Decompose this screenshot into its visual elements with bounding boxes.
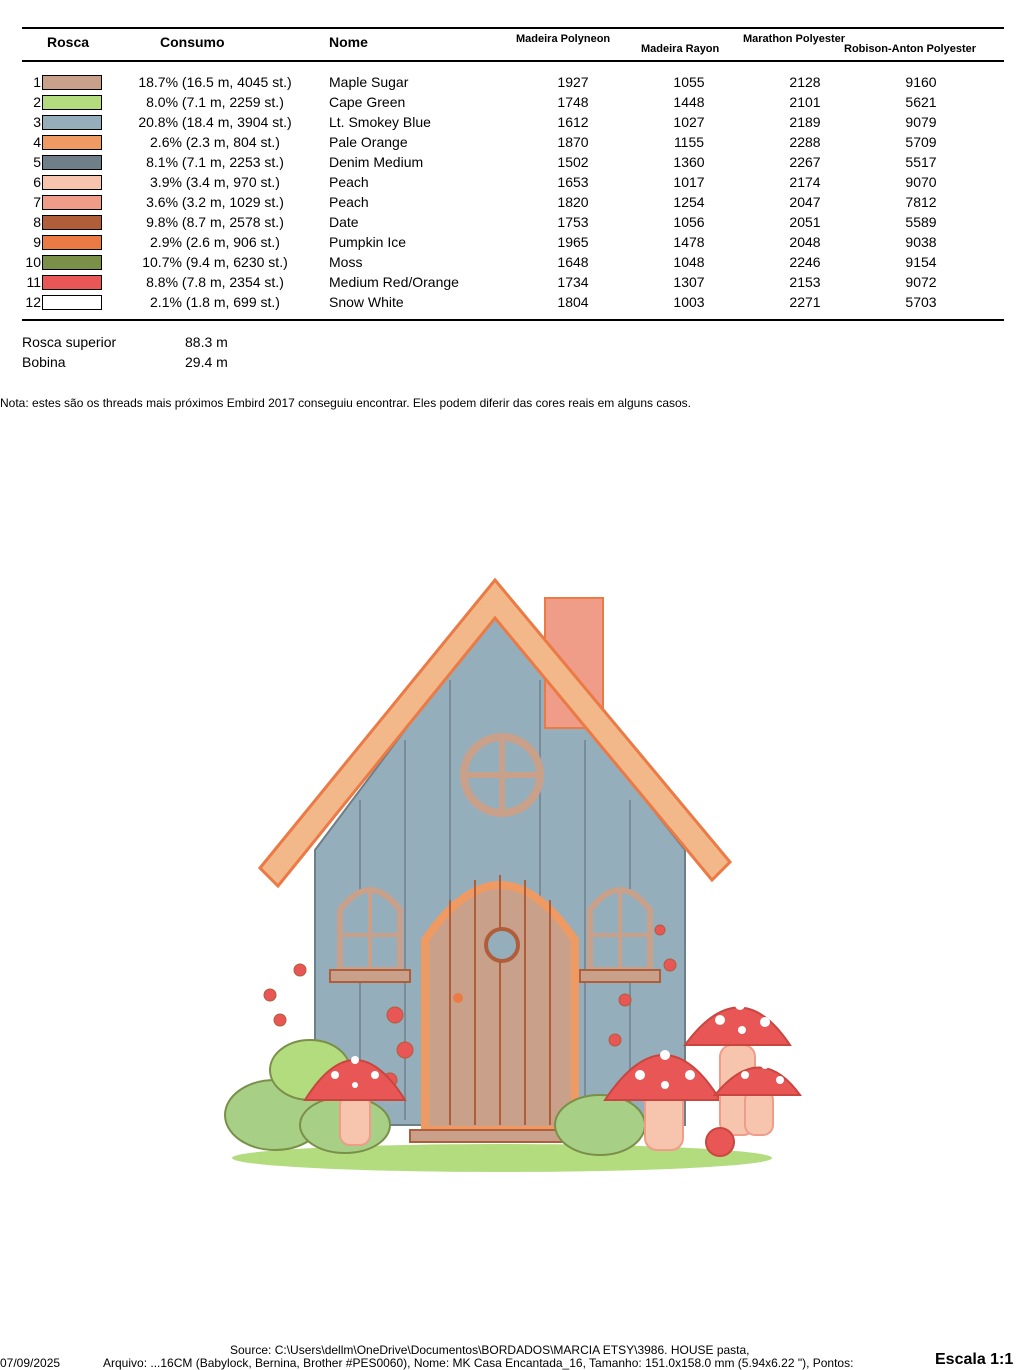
row-robison-anton-polyester: 5517: [905, 154, 937, 170]
footer-source: Source: C:\Users\dellm\OneDrive\Documentos\BORDADOS\MARCIA ETSY\3986. HOUSE pasta,: [230, 1343, 750, 1357]
row-robison-anton-polyester: 5621: [905, 94, 937, 110]
row-madeira-rayon: 1155: [673, 134, 705, 150]
row-consumo: 2.6% (2.3 m, 804 st.): [150, 134, 280, 150]
row-robison-anton-polyester: 9038: [905, 234, 937, 250]
row-marathon-polyester: 2189: [789, 114, 821, 130]
row-number: 6: [33, 174, 41, 190]
row-number: 10: [25, 254, 41, 270]
row-marathon-polyester: 2048: [789, 234, 821, 250]
row-nome: Date: [329, 214, 359, 230]
color-swatch: [42, 75, 102, 90]
row-marathon-polyester: 2246: [789, 254, 821, 270]
total-superior-label: Rosca superior: [22, 334, 117, 350]
color-swatch: [42, 275, 102, 290]
row-consumo: 2.1% (1.8 m, 699 st.): [150, 294, 280, 310]
color-swatch: [42, 215, 102, 230]
table-header-rule: [22, 60, 1004, 62]
row-nome: Peach: [329, 194, 369, 210]
row-madeira-polyneon: 1820: [557, 194, 589, 210]
row-consumo: 8.1% (7.1 m, 2253 st.): [146, 154, 284, 170]
row-robison-anton-polyester: 7812: [905, 194, 937, 210]
table-bottom-rule: [22, 319, 1004, 321]
table-row: [0, 272, 1024, 292]
row-robison-anton-polyester: 9079: [905, 114, 937, 130]
row-madeira-polyneon: 1870: [557, 134, 589, 150]
row-robison-anton-polyester: 9154: [905, 254, 937, 270]
row-madeira-rayon: 1003: [673, 294, 705, 310]
total-bobina-label: Bobina: [22, 354, 66, 370]
row-nome: Cape Green: [329, 94, 406, 110]
row-number: 7: [33, 194, 41, 210]
header-robison-anton-polyester: Robison-Anton Polyester: [844, 43, 977, 55]
table-row: [0, 232, 1024, 252]
row-madeira-rayon: 1048: [673, 254, 705, 270]
row-marathon-polyester: 2288: [789, 134, 821, 150]
row-madeira-rayon: 1017: [673, 174, 705, 190]
footer-arquivo: Arquivo: ...16CM (Babylock, Bernina, Brother #PES0060), Nome: MK Casa Encantada_16, Tamanho: 151.0x158.0 mm (5.94x6.22 "), Pontos:: [103, 1356, 854, 1370]
row-madeira-rayon: 1056: [673, 214, 705, 230]
row-consumo: 8.8% (7.8 m, 2354 st.): [146, 274, 284, 290]
color-swatch: [42, 135, 102, 150]
row-number: 2: [33, 94, 41, 110]
row-consumo: 8.0% (7.1 m, 2259 st.): [146, 94, 284, 110]
door-knob: [453, 993, 463, 1003]
row-robison-anton-polyester: 5703: [905, 294, 937, 310]
row-marathon-polyester: 2174: [789, 174, 821, 190]
row-madeira-rayon: 1478: [673, 234, 705, 250]
table-row: [0, 72, 1024, 92]
row-robison-anton-polyester: 9070: [905, 174, 937, 190]
table-row: [0, 92, 1024, 112]
color-swatch: [42, 195, 102, 210]
row-number: 11: [26, 274, 41, 290]
row-number: 12: [25, 294, 41, 310]
color-swatch: [42, 175, 102, 190]
header-rosca: Rosca: [47, 34, 90, 50]
row-madeira-polyneon: 1648: [557, 254, 589, 270]
row-madeira-rayon: 1055: [673, 74, 705, 90]
table-row: [0, 132, 1024, 152]
row-madeira-rayon: 1307: [673, 274, 705, 290]
row-nome: Snow White: [329, 294, 404, 310]
row-nome: Lt. Smokey Blue: [329, 114, 431, 130]
right-bushes: [555, 1095, 645, 1155]
table-row: [0, 252, 1024, 272]
row-madeira-polyneon: 1653: [557, 174, 589, 190]
row-consumo: 10.7% (9.4 m, 6230 st.): [142, 254, 288, 270]
header-marathon-polyester: Marathon Polyester: [743, 33, 846, 45]
row-consumo: 2.9% (2.6 m, 906 st.): [150, 234, 280, 250]
row-madeira-polyneon: 1734: [557, 274, 589, 290]
table-row: [0, 192, 1024, 212]
row-robison-anton-polyester: 9072: [905, 274, 937, 290]
row-nome: Denim Medium: [329, 154, 424, 170]
row-madeira-polyneon: 1502: [557, 154, 589, 170]
color-swatch: [42, 155, 102, 170]
row-madeira-rayon: 1254: [673, 194, 705, 210]
row-number: 1: [33, 74, 41, 90]
row-madeira-rayon: 1448: [673, 94, 705, 110]
row-marathon-polyester: 2051: [789, 214, 821, 230]
row-marathon-polyester: 2267: [789, 154, 821, 170]
header-madeira-polyneon: Madeira Polyneon: [516, 33, 611, 45]
row-marathon-polyester: 2047: [789, 194, 821, 210]
header-nome: Nome: [329, 34, 368, 50]
color-swatch: [42, 255, 102, 270]
row-nome: Maple Sugar: [329, 74, 409, 90]
row-nome: Medium Red/Orange: [329, 274, 459, 290]
row-consumo: 20.8% (18.4 m, 3904 st.): [138, 114, 292, 130]
row-consumo: 9.8% (8.7 m, 2578 st.): [146, 214, 284, 230]
row-nome: Peach: [329, 174, 369, 190]
total-bobina-value: 29.4 m: [185, 354, 228, 370]
color-swatch: [42, 95, 102, 110]
color-swatch: [42, 295, 102, 310]
row-madeira-polyneon: 1927: [557, 74, 589, 90]
row-number: 4: [33, 134, 41, 150]
row-robison-anton-polyester: 5709: [905, 134, 937, 150]
row-number: 5: [33, 154, 41, 170]
thread-note: Nota: estes são os threads mais próximos Embird 2017 conseguiu encontrar. Eles podem diferir das cores reais em alguns casos.: [0, 396, 692, 410]
table-row: [0, 112, 1024, 132]
table-row: [0, 152, 1024, 172]
row-madeira-polyneon: 1804: [557, 294, 589, 310]
row-number: 8: [33, 214, 41, 230]
row-number: 9: [33, 234, 41, 250]
footer-date: 07/09/2025: [0, 1356, 61, 1370]
footer-scale: Escala 1:1: [935, 1351, 1014, 1368]
ground-grass: [232, 1144, 772, 1172]
row-nome: Moss: [329, 254, 363, 270]
table-row: [0, 212, 1024, 232]
row-madeira-rayon: 1027: [673, 114, 705, 130]
row-madeira-rayon: 1360: [673, 154, 705, 170]
row-madeira-polyneon: 1965: [557, 234, 589, 250]
color-swatch: [42, 235, 102, 250]
row-consumo: 3.6% (3.2 m, 1029 st.): [146, 194, 284, 210]
header-madeira-rayon: Madeira Rayon: [641, 43, 720, 55]
door-window: [486, 929, 518, 961]
row-madeira-polyneon: 1748: [557, 94, 589, 110]
row-number: 3: [33, 114, 41, 130]
row-nome: Pale Orange: [329, 134, 408, 150]
row-marathon-polyester: 2153: [789, 274, 821, 290]
total-superior-value: 88.3 m: [185, 334, 228, 350]
row-nome: Pumpkin Ice: [329, 234, 407, 250]
row-madeira-polyneon: 1612: [557, 114, 589, 130]
table-top-rule: [22, 27, 1004, 29]
table-row: [0, 172, 1024, 192]
row-consumo: 18.7% (16.5 m, 4045 st.): [138, 74, 292, 90]
color-swatch: [42, 115, 102, 130]
row-marathon-polyester: 2271: [789, 294, 821, 310]
embroidery-design-preview: [220, 570, 810, 1180]
header-consumo: Consumo: [160, 34, 225, 50]
row-marathon-polyester: 2128: [789, 74, 821, 90]
row-robison-anton-polyester: 9160: [905, 74, 937, 90]
row-marathon-polyester: 2101: [789, 94, 821, 110]
row-consumo: 3.9% (3.4 m, 970 st.): [150, 174, 280, 190]
row-robison-anton-polyester: 5589: [905, 214, 937, 230]
row-madeira-polyneon: 1753: [557, 214, 589, 230]
table-row: [0, 292, 1024, 312]
